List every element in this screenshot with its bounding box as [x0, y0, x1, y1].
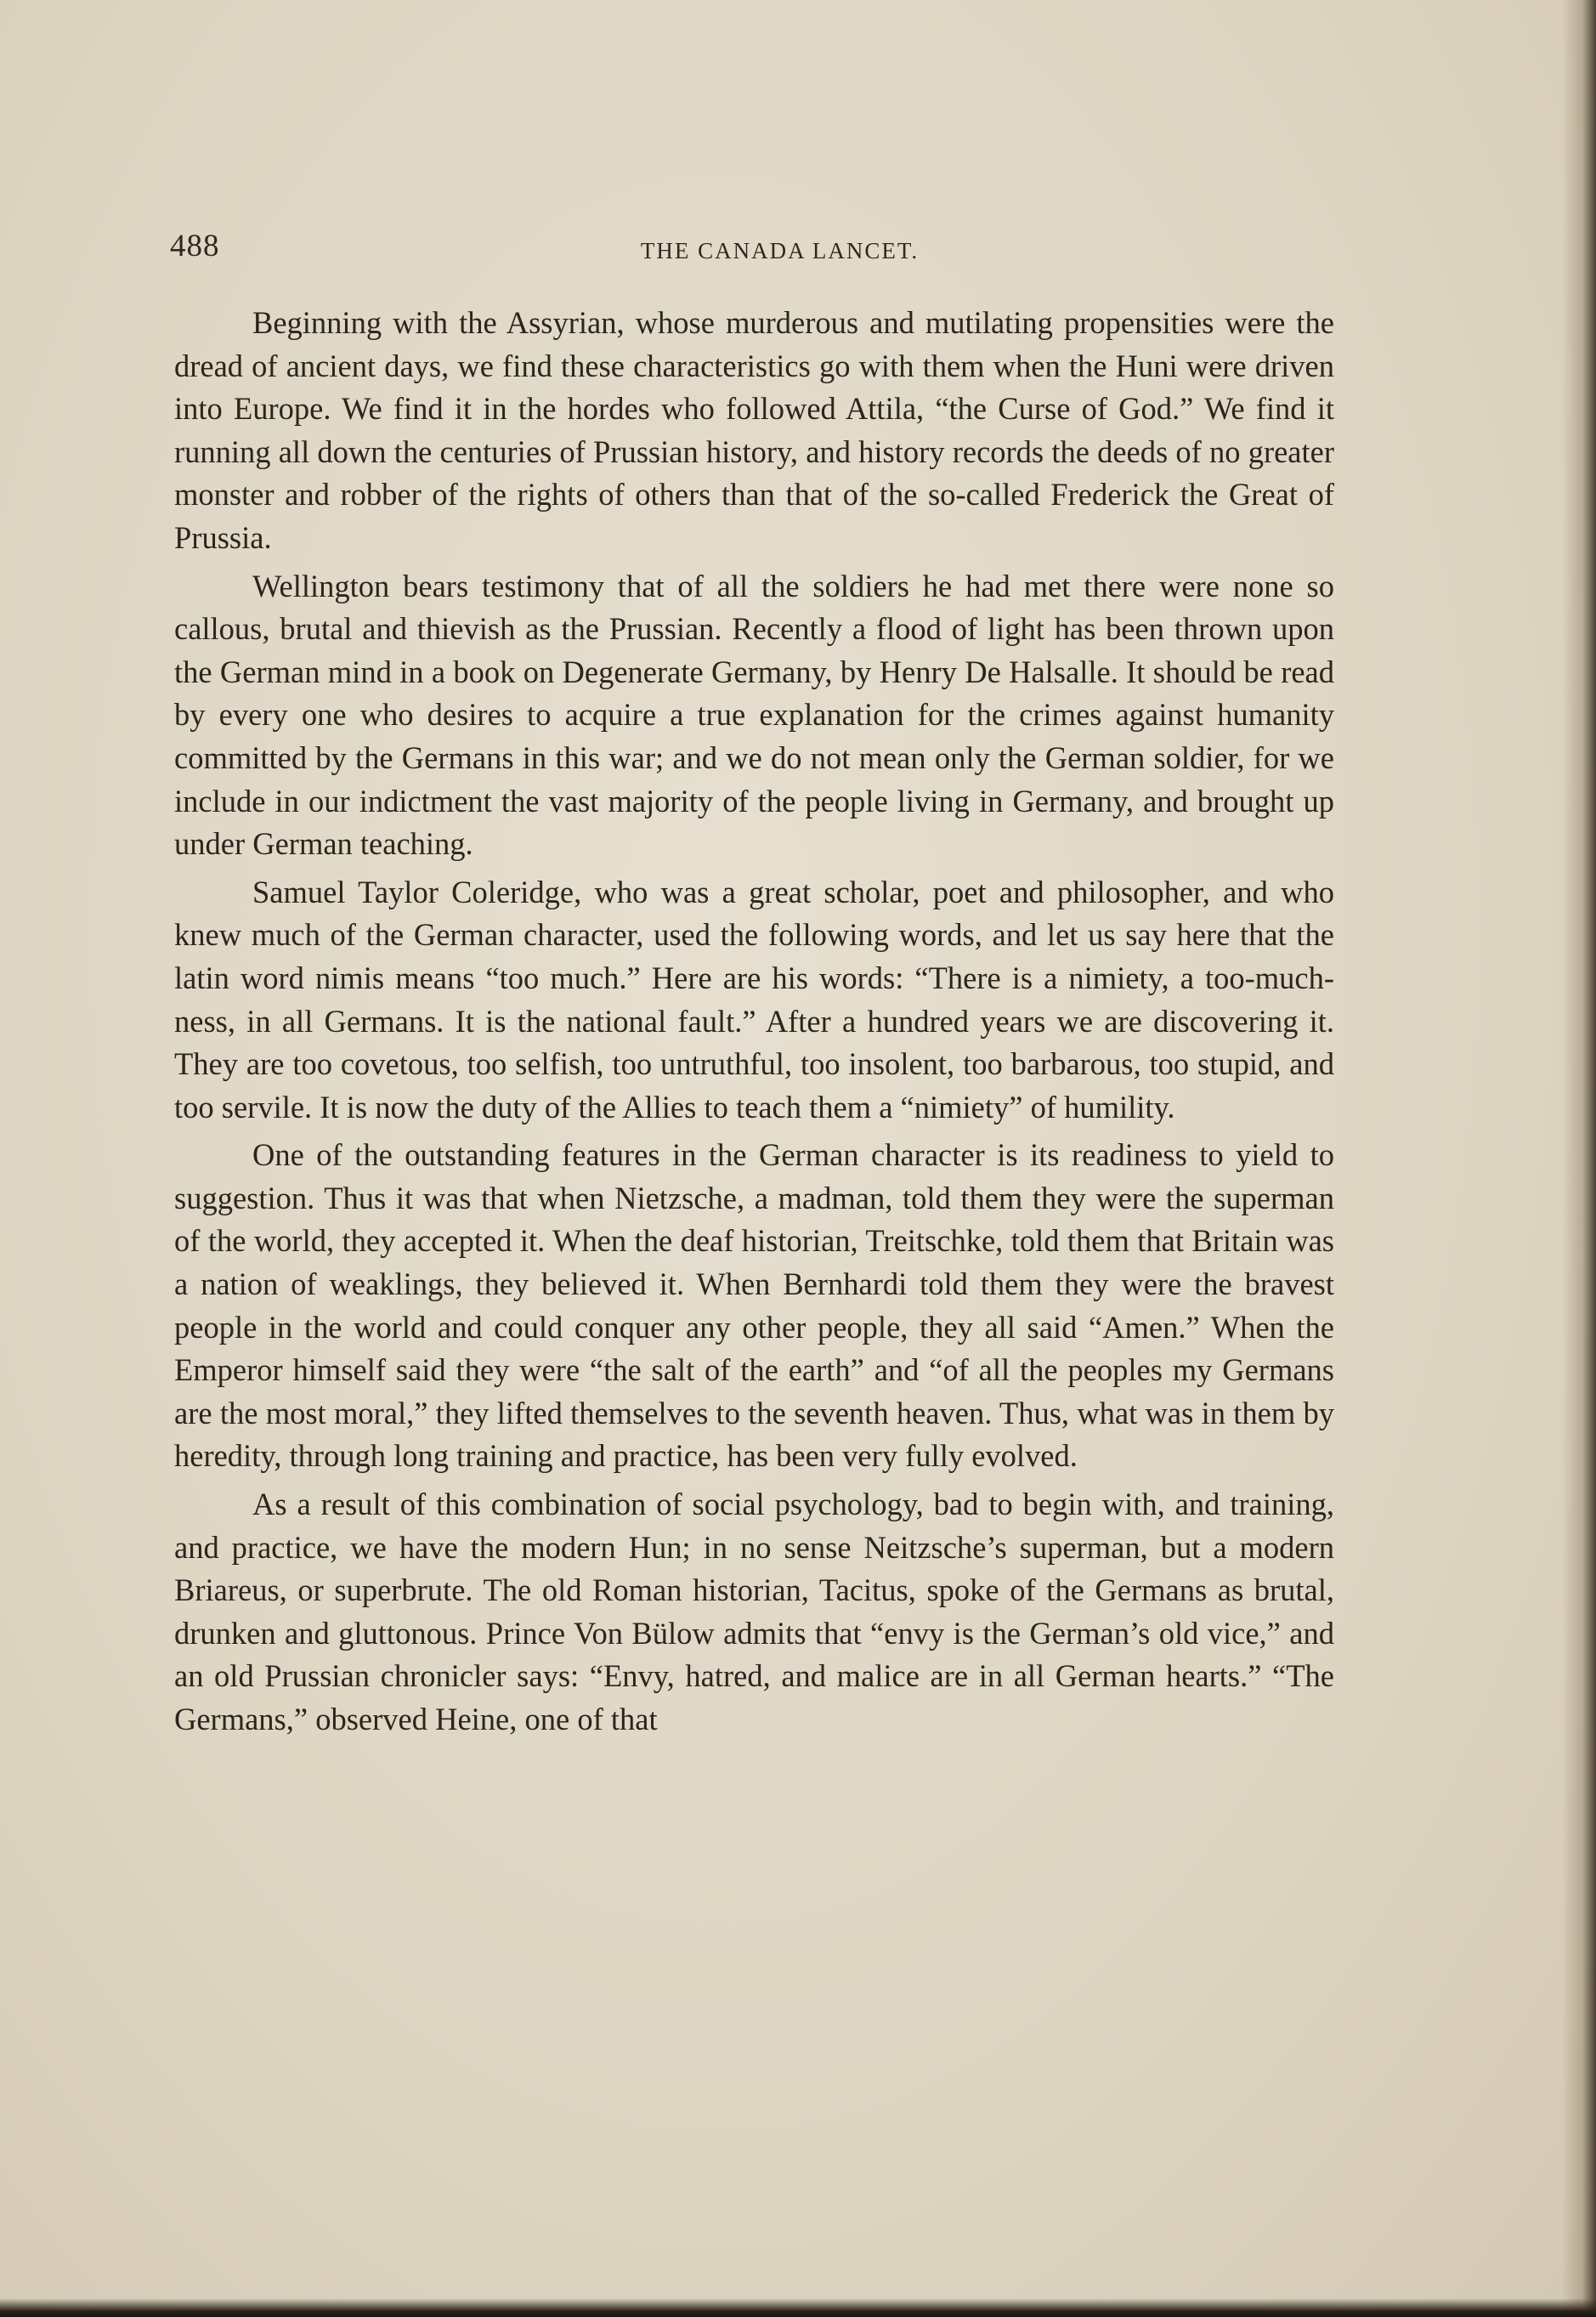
page-header [170, 228, 1338, 270]
running-title: THE CANADA LANCET. [640, 238, 920, 263]
page-bottom-shadow [0, 2298, 1596, 2317]
page-number: 488 [170, 229, 220, 263]
paragraph-1: Beginning with the Assyrian, whose murderous and mutilating propensities were the dread of ancient days, we find these characteristics go with them when the Huni were driven into Europe. We find it in the hordes who followed Attila, “the Curse of God.” We find it running all down the centuries of Prussian history, and history records the deeds of no greater monster and robber of the rights of others than that of the so-called Frederick the Great of Prussia. [174, 305, 1334, 555]
paragraph-2: Wellington bears testimony that of all the soldiers he had met there were none so callous, brutal and thievish as the Prussian. Recently a flood of light has been thrown upon the German mind in a book on Degenerate Germany, by Henry De Halsalle. It should be read by every one who desires to acquire a true explanation for the crimes against humanity committed by the Germans in this war; and we do not mean only the German soldier, for we include in our indictment the vast majority of the people living in Germany, and brought up under German teaching. [174, 568, 1334, 862]
page-edge-shadow [1562, 0, 1596, 2317]
paragraph-3: Samuel Taylor Coleridge, who was a great scholar, poet and philosopher, and who knew much of the German character, used the following words, and let us say here that the latin word nimis means “too much.” Here are his words: “There is a nimiety, a too-much-ness, in all Germans. It is the national fault.” After a hundred years we are discovering it. They are too covetous, too selfish, too untruthful, too insolent, too barbarous, too stupid, and too servile. It is now the duty of the Allies to teach them a “nimiety” of humility. [174, 874, 1334, 1125]
paragraph-4: One of the outstanding features in the German character is its readiness to yield to suggestion. Thus it was that when Nietzsche, a madman, told them they were the superman of the world, they accepted it. When the deaf historian, Treitschke, told them that Britain was a nation of weaklings, they believed it. When Bernhardi told them they were the bravest people in the world and could conquer any other people, they all said “Amen.” When the Emperor himself said they were “the salt of the earth” and “of all the peoples my Germans are the most moral,” they lifted themselves to the seventh heaven. Thus, what was in them by heredity, through long training and practice, has been very fully evolved. [174, 1137, 1334, 1474]
body-text [174, 302, 1334, 1747]
paragraph-5: As a result of this combination of social psychology, bad to begin with, and training, and practice, we have the modern Hun; in no sense Neitzsche’s superman, but a modern Briareus, or superbrute. The old Roman historian, Tacitus, spoke of the Germans as brutal, drunken and gluttonous. Prince Von Bülow admits that “envy is the German’s old vice,” and an old Prussian chronicler says: “Envy, hatred, and malice are in all German hearts.” “The Germans,” observed Heine, one of that [174, 1487, 1334, 1736]
